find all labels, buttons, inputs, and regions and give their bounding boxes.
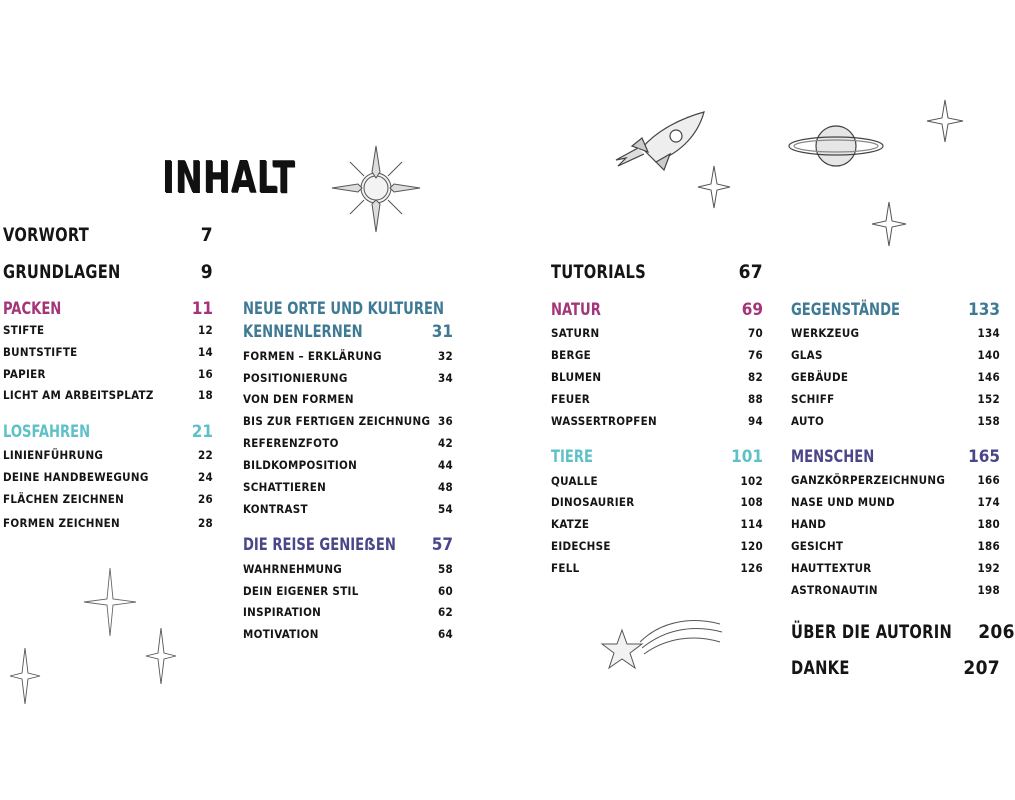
item-label: DEINE HANDBEWEGUNG <box>3 470 149 484</box>
page-number: 26 <box>198 492 213 506</box>
section-header-gegenstaende[interactable] <box>791 300 1000 320</box>
page-number: 54 <box>438 502 453 516</box>
page-number: 152 <box>977 392 1000 406</box>
item-label: ASTRONAUTIN <box>791 583 878 597</box>
page-number: 165 <box>968 447 1000 467</box>
item-label: WAHRNEHMUNG <box>243 562 343 576</box>
page-number: 16 <box>198 367 213 381</box>
section-header-menschen[interactable] <box>791 447 1000 467</box>
page-number: 166 <box>977 473 1000 487</box>
toc-item[interactable] <box>551 539 763 553</box>
page-number: 21 <box>191 422 213 442</box>
page-number: 64 <box>438 627 453 641</box>
item-label: GESICHT <box>791 539 844 553</box>
page-number: 134 <box>977 326 1000 340</box>
item-label: MOTIVATION <box>243 627 319 641</box>
toc-item[interactable] <box>243 627 453 641</box>
entry-label: VORWORT <box>3 224 90 246</box>
page-number: 11 <box>191 299 213 319</box>
page-number: 44 <box>438 458 453 472</box>
page-number: 48 <box>438 480 453 494</box>
item-label: EIDECHSE <box>551 539 611 553</box>
toc-item[interactable] <box>243 502 453 516</box>
page-number: 126 <box>740 561 763 575</box>
page-number: 146 <box>977 370 1000 384</box>
page-number: 180 <box>977 517 1000 531</box>
page-number: 70 <box>748 326 763 340</box>
page-number: 14 <box>198 345 213 359</box>
item-label: AUTO <box>791 414 825 428</box>
toc-entry-danke[interactable] <box>791 657 1000 679</box>
toc-item[interactable] <box>3 388 213 402</box>
item-label: FLÄCHEN ZEICHNEN <box>3 492 125 506</box>
page-number: 60 <box>438 584 453 598</box>
page-number: 24 <box>198 470 213 484</box>
page-number: 76 <box>748 348 763 362</box>
toc-item[interactable] <box>243 480 453 494</box>
rocket-icon <box>612 108 712 172</box>
toc-item[interactable] <box>243 371 453 385</box>
toc-item[interactable] <box>243 458 453 472</box>
item-label: GLAS <box>791 348 823 362</box>
section-header-neue-orte-line2[interactable] <box>243 322 453 342</box>
item-label: STIFTE <box>3 323 45 337</box>
toc-item[interactable] <box>551 370 763 384</box>
toc-item[interactable] <box>551 495 763 509</box>
page-number: 192 <box>977 561 1000 575</box>
page-number: 120 <box>740 539 763 553</box>
page-number: 198 <box>977 583 1000 597</box>
entry-label: GRUNDLAGEN <box>3 261 121 283</box>
toc-item[interactable] <box>791 539 1000 553</box>
page-number: 88 <box>748 392 763 406</box>
item-label: DINOSAURIER <box>551 495 635 509</box>
section-header-neue-orte-line1[interactable] <box>243 299 453 319</box>
toc-item[interactable] <box>3 492 213 506</box>
page-number: 114 <box>740 517 763 531</box>
toc-item[interactable] <box>551 414 763 428</box>
toc-item[interactable] <box>551 326 763 340</box>
page-number: 22 <box>198 448 213 462</box>
item-label: KONTRAST <box>243 502 308 516</box>
page-number: 62 <box>438 605 453 619</box>
section-label: NEUE ORTE UND KULTUREN <box>243 299 444 319</box>
section-header-reise[interactable] <box>243 535 453 555</box>
item-label: DEIN EIGENER STIL <box>243 584 359 598</box>
page-number: 158 <box>977 414 1000 428</box>
page-number: 58 <box>438 562 453 576</box>
item-label: REFERENZFOTO <box>243 436 339 450</box>
item-label: HAUTTEXTUR <box>791 561 872 575</box>
toc-item[interactable] <box>551 561 763 575</box>
section-label: NATUR <box>551 300 601 320</box>
page-number: 18 <box>198 388 213 402</box>
item-label: FORMEN ZEICHNEN <box>3 516 121 530</box>
item-label: FORMEN – ERKLÄRUNG <box>243 349 382 363</box>
item-label: LINIENFÜHRUNG <box>3 448 104 462</box>
toc-item[interactable] <box>3 367 213 381</box>
page-number: 82 <box>748 370 763 384</box>
section-label: KENNENLERNEN <box>243 322 363 342</box>
entry-label: ÜBER DIE AUTORIN <box>791 621 953 643</box>
toc-item[interactable] <box>551 517 763 531</box>
entry-label: DANKE <box>791 657 850 679</box>
sparkle-icon <box>144 626 178 686</box>
page-number: 140 <box>977 348 1000 362</box>
sun-icon <box>326 142 426 238</box>
toc-entry-autorin[interactable] <box>791 621 1015 643</box>
toc-item[interactable] <box>243 392 453 406</box>
section-header-packen[interactable] <box>3 299 213 319</box>
toc-item[interactable] <box>791 326 1000 340</box>
item-label: LICHT AM ARBEITSPLATZ <box>3 388 154 402</box>
toc-entry-grundlagen[interactable] <box>3 261 213 283</box>
item-label: KATZE <box>551 517 590 531</box>
shooting-star-icon <box>600 612 724 676</box>
item-label: FELL <box>551 561 580 575</box>
item-label: BLUMEN <box>551 370 602 384</box>
item-label: NASE UND MUND <box>791 495 895 509</box>
section-label: MENSCHEN <box>791 447 875 467</box>
toc-item[interactable] <box>243 436 453 450</box>
page-number: 28 <box>198 516 213 530</box>
page-number: 206 <box>978 621 1015 643</box>
page-number: 174 <box>977 495 1000 509</box>
item-label: SCHIFF <box>791 392 835 406</box>
page-number: 94 <box>748 414 763 428</box>
section-header-tiere[interactable] <box>551 447 763 467</box>
page-number: 36 <box>438 414 453 428</box>
toc-item[interactable] <box>791 517 1000 531</box>
toc-item[interactable] <box>3 323 213 337</box>
toc-entry-vorwort[interactable] <box>3 224 213 246</box>
toc-entry-tutorials[interactable] <box>551 261 763 283</box>
page-number: 101 <box>731 447 763 467</box>
sparkle-icon <box>82 566 138 638</box>
toc-item[interactable] <box>551 348 763 362</box>
section-label: TIERE <box>551 447 593 467</box>
sparkle-icon <box>870 200 908 248</box>
toc-item[interactable] <box>551 392 763 406</box>
toc-item[interactable] <box>551 474 763 488</box>
page-number: 7 <box>200 224 213 246</box>
toc-item[interactable] <box>791 561 1000 575</box>
toc-item[interactable] <box>243 349 453 363</box>
item-label: HAND <box>791 517 827 531</box>
sparkle-icon <box>696 164 732 210</box>
item-label: QUALLE <box>551 474 598 488</box>
toc-item[interactable] <box>791 495 1000 509</box>
item-label: SCHATTIEREN <box>243 480 327 494</box>
item-label: GANZKÖRPERZEICHNUNG <box>791 473 946 487</box>
item-label: INSPIRATION <box>243 605 322 619</box>
toc-item[interactable] <box>243 605 453 619</box>
section-label: LOSFAHREN <box>3 422 91 442</box>
section-label: DIE REISE GENIEẞEN <box>243 535 396 555</box>
toc-item[interactable] <box>791 414 1000 428</box>
page-number: 186 <box>977 539 1000 553</box>
page-title: INHALT <box>162 152 296 203</box>
section-label: GEGENSTÄNDE <box>791 300 900 320</box>
section-header-losfahren[interactable] <box>3 422 213 442</box>
sparkle-icon <box>8 646 42 706</box>
toc-item[interactable] <box>3 448 213 462</box>
page-number: 133 <box>968 300 1000 320</box>
planet-icon <box>786 120 886 172</box>
section-label: PACKEN <box>3 299 62 319</box>
page-number: 102 <box>740 474 763 488</box>
toc-item[interactable] <box>243 414 453 428</box>
item-label: GEBÄUDE <box>791 370 849 384</box>
page-number: 9 <box>200 261 213 283</box>
toc-item[interactable] <box>3 345 213 359</box>
page-number: 207 <box>963 657 1000 679</box>
page-number: 67 <box>738 261 763 283</box>
item-label: POSITIONIERUNG <box>243 371 348 385</box>
item-label: BILDKOMPOSITION <box>243 458 358 472</box>
toc-item[interactable] <box>3 470 213 484</box>
sparkle-icon <box>925 98 965 144</box>
page-number: 57 <box>431 535 453 555</box>
item-label: WERKZEUG <box>791 326 860 340</box>
page-number: 32 <box>438 349 453 363</box>
page-number: 12 <box>198 323 213 337</box>
toc-item[interactable] <box>243 562 453 576</box>
page-number: 34 <box>438 371 453 385</box>
page-number: 108 <box>740 495 763 509</box>
toc-item[interactable] <box>3 516 213 530</box>
toc-item[interactable] <box>791 392 1000 406</box>
toc-item[interactable] <box>791 370 1000 384</box>
toc-item[interactable] <box>791 348 1000 362</box>
section-header-natur[interactable] <box>551 300 763 320</box>
page-number: 31 <box>431 322 453 342</box>
page-number: 69 <box>741 300 763 320</box>
item-label: VON DEN FORMEN <box>243 392 354 406</box>
entry-label: TUTORIALS <box>551 261 646 283</box>
item-label: BERGE <box>551 348 591 362</box>
item-label: BUNTSTIFTE <box>3 345 78 359</box>
item-label: SATURN <box>551 326 600 340</box>
page-number: 42 <box>438 436 453 450</box>
toc-item[interactable] <box>791 583 1000 597</box>
toc-item[interactable] <box>243 584 453 598</box>
item-label: FEUER <box>551 392 591 406</box>
toc-item[interactable] <box>791 473 1000 487</box>
item-label: PAPIER <box>3 367 46 381</box>
item-label: BIS ZUR FERTIGEN ZEICHNUNG <box>243 414 431 428</box>
item-label: WASSERTROPFEN <box>551 414 657 428</box>
